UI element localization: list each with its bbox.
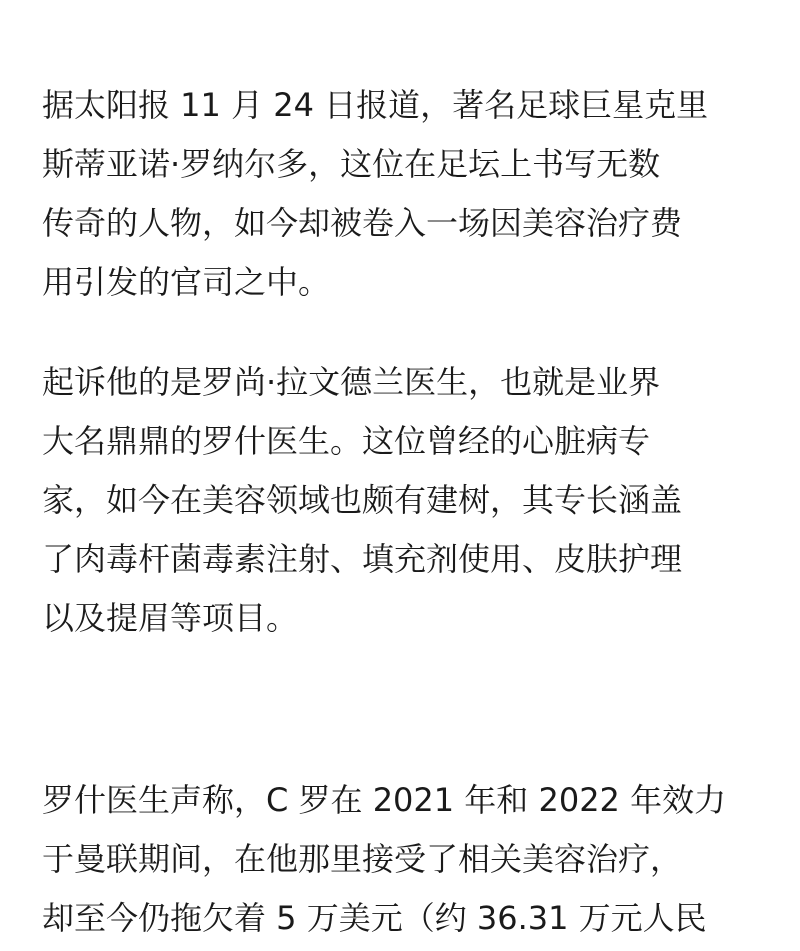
- article-paragraph: [42, 76, 708, 312]
- paragraph-line: 大名鼎鼎的罗什医生。这位曾经的心脏病专: [42, 422, 651, 460]
- paragraph-line: 却至今仍拖欠着 5 万美元（约 36.31 万元人民: [42, 899, 707, 937]
- paragraph-line: 用引发的官司之中。: [42, 263, 331, 301]
- paragraph-line: 了肉毒杆菌毒素注射、填充剂使用、皮肤护理: [42, 540, 683, 578]
- article-paragraph: [42, 353, 682, 648]
- paragraph-line: 罗什医生声称，C 罗在 2021 年和 2022 年效力: [42, 781, 727, 819]
- article-paragraph: [42, 771, 726, 948]
- paragraph-line: 于曼联期间，在他那里接受了相关美容治疗，: [42, 840, 683, 878]
- paragraph-line: 起诉他的是罗尚·拉文德兰医生，也就是业界: [42, 363, 661, 401]
- paragraph-line: 以及提眉等项目。: [42, 599, 299, 637]
- paragraph-line: 据太阳报 11 月 24 日报道，著名足球巨星克里: [42, 86, 709, 124]
- paragraph-line: 传奇的人物，如今却被卷入一场因美容治疗费: [42, 204, 683, 242]
- paragraph-line: 家，如今在美容领域也颇有建树，其专长涵盖: [42, 481, 683, 519]
- paragraph-line: 斯蒂亚诺·罗纳尔多，这位在足坛上书写无数: [42, 145, 661, 183]
